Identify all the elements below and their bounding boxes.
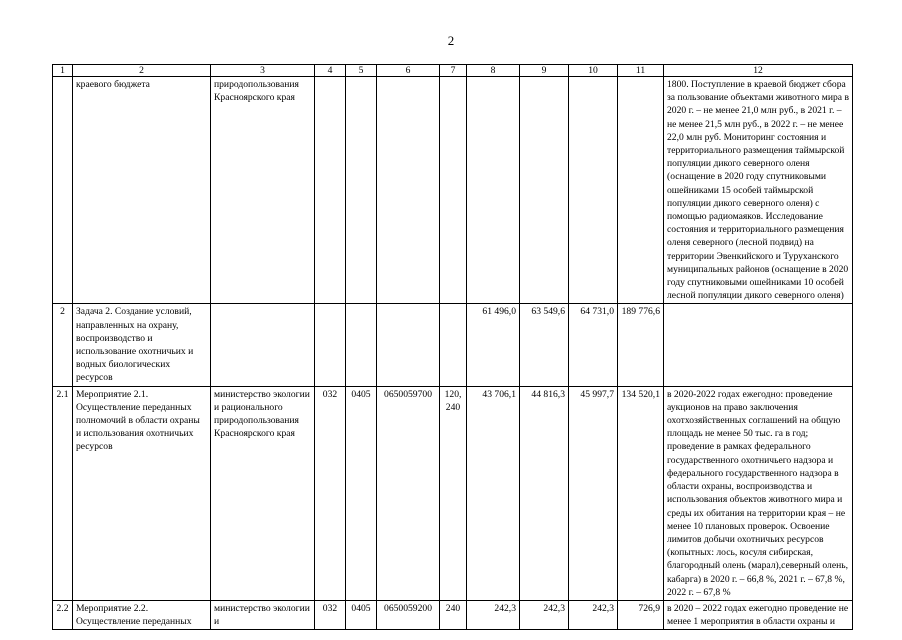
column-header: 3 bbox=[211, 65, 315, 77]
responsible-agency: министерство экологии и рационального природопользования Красноярского края bbox=[211, 386, 315, 600]
amount-total bbox=[618, 77, 664, 304]
column-header: 12 bbox=[664, 65, 853, 77]
code-rzpr bbox=[346, 304, 377, 386]
code-vr: 240 bbox=[440, 600, 467, 629]
code-csr bbox=[377, 304, 440, 386]
column-header: 2 bbox=[73, 65, 211, 77]
responsible-agency bbox=[211, 304, 315, 386]
table-row bbox=[53, 304, 853, 386]
amount-2020: 61 496,0 bbox=[467, 304, 520, 386]
row-number bbox=[53, 77, 73, 304]
program-table bbox=[52, 64, 853, 630]
column-header: 10 bbox=[569, 65, 618, 77]
amount-2020: 43 706,1 bbox=[467, 386, 520, 600]
amount-2020: 242,3 bbox=[467, 600, 520, 629]
code-rzpr bbox=[346, 77, 377, 304]
column-header: 11 bbox=[618, 65, 664, 77]
code-csr: 0650059700 bbox=[377, 386, 440, 600]
row-number: 2.2 bbox=[53, 600, 73, 629]
code-grbs: 032 bbox=[315, 600, 346, 629]
column-header: 8 bbox=[467, 65, 520, 77]
amount-2022 bbox=[569, 77, 618, 304]
code-rzpr: 0405 bbox=[346, 386, 377, 600]
amount-total: 726,9 bbox=[618, 600, 664, 629]
column-header: 7 bbox=[440, 65, 467, 77]
responsible-agency: природопользования Красноярского края bbox=[211, 77, 315, 304]
responsible-agency: министерство экологии и bbox=[211, 600, 315, 629]
code-grbs bbox=[315, 77, 346, 304]
column-header: 9 bbox=[520, 65, 569, 77]
expected-result: 1800. Поступление в краевой бюджет сбора за пользование объектами животного мира в 2020 г. – не менее 21,0 млн руб., в 2021 г. – не менее 21,5 млн руб., в 2022 г. – не менее 22,0 млн руб. Мониторинг состояния и территориального размещения таймырской популяции дикого северного оленя (оснащение в 2020 году спутниковыми ошейниками 15 особей таймырской популяции дикого северного оленя) с помощью радиомаяков. Исследование состояния и территориального размещения оленя северного (лесной подвид) на территории Эвенкийского и Туруханского муниципальных районов (оснащение в 2020 году спутниковыми ошейниками 10 особей лесной популяции дикого северного оленя) bbox=[664, 77, 853, 304]
column-header: 1 bbox=[53, 65, 73, 77]
column-header: 4 bbox=[315, 65, 346, 77]
item-name: Задача 2. Создание условий, направленных на охрану, воспроизводство и использование охотничьих и водных биологических ресурсов bbox=[73, 304, 211, 386]
expected-result: в 2020-2022 годах ежегодно: проведение аукционов на право заключения охотхозяйственных соглашений на общую площадь не менее 50 тыс. га в год; проведение в рамках федерального государственного охотничьего надзора и федерального государственного надзора в области охраны, воспроизводства и использования объектов животного мира и среды их обитания на территории края – не менее 10 плановых проверок. Освоение лимитов добычи охотничьих ресурсов (копытных: лось, косуля сибирская, благородный олень (марал),северный олень, кабарга) в 2020 г. – 66,8 %, 2021 г. – 67,8 %, 2022 г. – 67,8 % bbox=[664, 386, 853, 600]
item-name: Мероприятие 2.1. Осуществление переданных полномочий в области охраны и использования охотничьих ресурсов bbox=[73, 386, 211, 600]
amount-total: 189 776,6 bbox=[618, 304, 664, 386]
amount-2020 bbox=[467, 77, 520, 304]
code-vr bbox=[440, 304, 467, 386]
amount-2021 bbox=[520, 77, 569, 304]
amount-2022: 242,3 bbox=[569, 600, 618, 629]
code-vr: 120, 240 bbox=[440, 386, 467, 600]
amount-2021: 242,3 bbox=[520, 600, 569, 629]
amount-2021: 44 816,3 bbox=[520, 386, 569, 600]
code-csr bbox=[377, 77, 440, 304]
amount-2021: 63 549,6 bbox=[520, 304, 569, 386]
amount-2022: 64 731,0 bbox=[569, 304, 618, 386]
table-row bbox=[53, 386, 853, 600]
column-number-header-row bbox=[53, 65, 853, 77]
column-header: 6 bbox=[377, 65, 440, 77]
code-grbs bbox=[315, 304, 346, 386]
row-number: 2 bbox=[53, 304, 73, 386]
table-row bbox=[53, 77, 853, 304]
amount-2022: 45 997,7 bbox=[569, 386, 618, 600]
expected-result: в 2020 – 2022 годах ежегодно проведение не менее 1 мероприятия в области охраны и bbox=[664, 600, 853, 629]
expected-result bbox=[664, 304, 853, 386]
code-csr: 0650059200 bbox=[377, 600, 440, 629]
code-vr bbox=[440, 77, 467, 304]
row-number: 2.1 bbox=[53, 386, 73, 600]
code-grbs: 032 bbox=[315, 386, 346, 600]
item-name: Мероприятие 2.2. Осуществление переданных bbox=[73, 600, 211, 629]
page-number: 2 bbox=[447, 33, 455, 48]
amount-total: 134 520,1 bbox=[618, 386, 664, 600]
code-rzpr: 0405 bbox=[346, 600, 377, 629]
table-row bbox=[53, 600, 853, 629]
column-header: 5 bbox=[346, 65, 377, 77]
item-name: краевого бюджета bbox=[73, 77, 211, 304]
